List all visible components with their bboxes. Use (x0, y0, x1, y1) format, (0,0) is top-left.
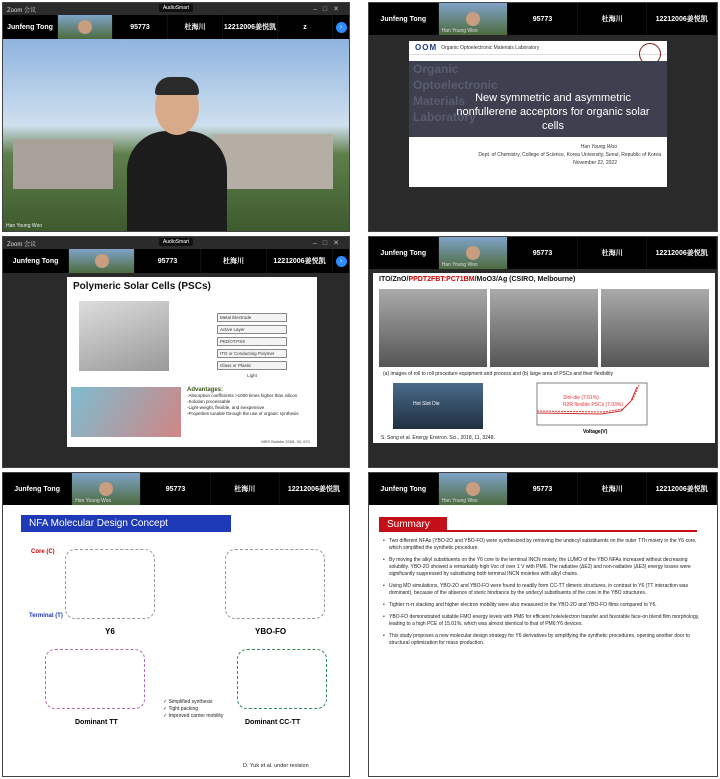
participant-name: 杜海川 (601, 16, 623, 23)
background-word: Optoelectronic (413, 78, 498, 92)
benefit-item: ✓ Improved carrier mobility (163, 713, 224, 719)
participant-name: 12212006姜悦凯 (223, 24, 277, 31)
participant-name: 12212006姜悦凯 (287, 486, 340, 493)
participant-tile[interactable] (280, 473, 349, 505)
participant-tile[interactable] (223, 15, 278, 39)
participant-name: 杜海川 (184, 24, 206, 31)
terminal-label: Terminal (T) (29, 613, 63, 619)
participant-name: Junfeng Tong (7, 23, 53, 31)
participant-name: 杜海川 (601, 486, 623, 493)
participant-tile[interactable] (647, 473, 717, 505)
dominant-tt-label: Dominant TT (75, 719, 118, 726)
shared-screen (369, 505, 717, 776)
zoom-window-6 (368, 472, 718, 777)
reference: S. Song et al. Energy Environ. Sci., 2018, 11, 3248. (381, 435, 495, 441)
participant-tile[interactable] (508, 237, 578, 269)
shared-screen (3, 273, 349, 467)
ybofo-label: YBO-FO (255, 627, 287, 636)
advantages-title: Advantages: (187, 387, 224, 393)
participant-name: 95773 (157, 257, 178, 265)
participant-tile[interactable] (3, 473, 72, 505)
slide-title: NFA Molecular Design Concept (21, 515, 231, 532)
participant-tile[interactable] (647, 237, 717, 269)
participant-name: 95773 (130, 23, 150, 31)
participant-tile[interactable] (578, 237, 648, 269)
summary-item: • YBO-FO demonstrated suitable FMO energy levels with PM6 for efficient hole/electron transfer and favorable face-on blend film morphology, leading to a high PCE of 15.01%, which was almost identical to that of PM6:Y6 devices. (383, 614, 707, 628)
title-highlight: PPDT2FBT:PC71BM (408, 276, 475, 283)
window-title: Zoom 会议 (7, 7, 37, 14)
participant-name: Han Young Woo (441, 262, 478, 268)
participant-strip (369, 3, 717, 35)
lab-name: Organic Optoelectronic Materials Laboratory (441, 44, 540, 51)
slot-die-label: Hot Slot Die (413, 401, 440, 407)
speaker-hair (155, 77, 199, 95)
device-schematic (79, 301, 169, 371)
avatar (95, 254, 109, 268)
participant-video-tile[interactable] (439, 3, 509, 35)
avatar (466, 12, 480, 26)
r2r-slide (373, 273, 715, 443)
lab-logo: OOM (415, 43, 438, 52)
participant-video-tile[interactable] (439, 237, 509, 269)
participant-tile[interactable] (3, 15, 58, 39)
participant-strip (3, 473, 349, 505)
participant-tile[interactable] (141, 473, 210, 505)
summary-item: • Two different NFAs (YBO-2O and YBO-FO) were synthesized by removing the undecyl substituents on the outer TTh moiety in the Y6 core, which simplified the synthetic procedure. (383, 538, 707, 552)
participant-name: 12212006姜悦凯 (655, 486, 708, 493)
speaker-video (3, 39, 349, 231)
light-label: Light (247, 373, 257, 378)
talk-date: November 22, 2022 (573, 160, 617, 166)
slide-title: Summary (379, 517, 447, 532)
benefit-item: ✓ Simplified synthesis (163, 699, 213, 705)
participant-name: 95773 (532, 485, 553, 493)
psc-slide (67, 277, 317, 447)
avatar (99, 482, 113, 496)
x-axis-label: Voltage(V) (583, 429, 608, 435)
participant-tile[interactable] (135, 249, 201, 273)
title-part: ITO/ZnO/ (379, 276, 409, 283)
legend-r2r: R2R flexible PSCs (7.03%) (563, 402, 624, 408)
avatar (466, 482, 480, 496)
advantage-item: -Properties tunable through the use of organic synthesis (187, 411, 299, 416)
participant-tile[interactable] (369, 473, 439, 505)
participant-video-tile[interactable] (72, 473, 141, 505)
participant-tile[interactable] (578, 473, 648, 505)
summary-item: • Tighter π-π stacking and higher electron mobility were also measured in the YBO-2O and YBO-FO films compared to Y6. (383, 602, 707, 609)
advantage-item: -Absorption coefficients >1000 times higher than silicon (187, 393, 298, 398)
background-word: Organic (413, 62, 459, 76)
benefit-item: ✓ Tight packing (163, 706, 199, 712)
nfa-slide (5, 509, 345, 771)
participant-name: z (303, 23, 307, 31)
title-slide (409, 41, 667, 187)
building (213, 134, 333, 189)
author-name: Han Young Woo (580, 144, 617, 150)
title-band (409, 61, 667, 137)
zoom-window-5 (2, 472, 350, 777)
participant-name: 12212006姜悦凯 (655, 250, 708, 257)
speaker-person (127, 79, 227, 229)
summary-item: • By moving the alkyl substituents on the Y6 core to the terminal INCN moiety, the LUMO of the YBO NFAs increased without decreasing solubility. YBO-2O showed a remarkably high Voc of over 1 V with PM6. The radiative (ΔE2) and non-radiative (ΔE3) energy losses were significantly suppressed by substituting both terminal INCN moieties with alkyl chains. (383, 557, 707, 578)
summary-item: • This study proposes a new molecular design strategy for Y6 derivatives by simplifying the synthetic procedures, opening another door to structural optimization for mass production. (383, 633, 707, 647)
next-page-button[interactable] (333, 15, 349, 39)
participant-strip (3, 15, 349, 39)
audio-badge: AudioSmart (159, 238, 193, 246)
participant-name: Junfeng Tong (380, 485, 427, 493)
participant-name: Han Young Woo (441, 498, 478, 504)
slide-title: Polymeric Solar Cells (PSCs) (73, 281, 211, 292)
ybofo-structure (225, 549, 325, 619)
summary-list (373, 532, 715, 647)
building (13, 139, 113, 189)
participant-video-tile[interactable] (58, 15, 113, 39)
jv-curve-plot (523, 381, 683, 435)
zoom-window-3 (2, 236, 350, 468)
photo (601, 289, 709, 367)
participant-name: 12212006姜悦凯 (655, 16, 708, 23)
layer-label: Active Layer (217, 325, 287, 334)
participant-name: Junfeng Tong (380, 15, 427, 23)
author-affiliation: Dept. of Chemistry, College of Science, Korea University, Seoul, Republic of Korea (478, 152, 661, 158)
y6-label: Y6 (105, 627, 115, 636)
participant-tile[interactable] (369, 237, 439, 269)
author-block (409, 143, 661, 167)
participant-video-tile[interactable] (439, 473, 509, 505)
participant-tile[interactable] (508, 473, 578, 505)
participant-name: 杜海川 (234, 486, 256, 493)
summary-item: • Using MD simulations, YBO-2O and YBO-FO were found to readily form CC-TT dimeric structures, in contrast to Y6 (TT interaction was dominant), because of the absence of steric hindrance by the undecyl substituents of the core in the YBO structures. (383, 583, 707, 597)
slot-die-illustration (393, 383, 483, 429)
cctt-dimer-structure (237, 649, 327, 709)
participant-tile[interactable] (201, 249, 267, 273)
background-word: Laboratory (413, 110, 476, 124)
slide-title: New symmetric and asymmetric nonfullerene acceptors for organic solar cells (456, 92, 650, 132)
participant-tile[interactable] (267, 249, 333, 273)
participant-name: Junfeng Tong (380, 249, 427, 257)
layer-stack (217, 313, 287, 378)
participant-name: 95773 (165, 485, 186, 493)
advantage-item: -Solution processable (187, 399, 231, 404)
avatar (78, 20, 92, 34)
participant-strip (3, 249, 349, 273)
participant-tile[interactable] (211, 473, 280, 505)
equipment-photos (379, 289, 709, 367)
participant-name: 杜海川 (601, 250, 623, 257)
zoom-window-4 (368, 236, 718, 468)
figure-caption: (a) images of roll to roll procedure equipment and process and (b) large area of PSCs and their flexibility (383, 371, 614, 377)
layer-label: ITO or Conducting Polymer (217, 349, 287, 358)
flexible-cell-photo (71, 387, 181, 437)
participant-video-tile[interactable] (69, 249, 135, 273)
participant-name: 杜海川 (223, 258, 244, 265)
chevron-right-icon: › (336, 256, 347, 267)
slide-header (409, 41, 667, 55)
audio-badge: AudioSmart (159, 4, 193, 12)
participant-name: 95773 (532, 15, 553, 23)
participant-tile[interactable] (3, 249, 69, 273)
layer-label: Glass or Plastic (217, 361, 287, 370)
photo (490, 289, 598, 367)
window-controls[interactable]: –□✕ (313, 6, 345, 13)
zoom-window-2 (368, 2, 718, 232)
participant-strip (369, 473, 717, 505)
window-title: Zoom 会议 (7, 241, 37, 248)
tt-dimer-structure (45, 649, 145, 709)
participant-tile[interactable] (578, 3, 648, 35)
slide-title (373, 273, 715, 286)
speaker-name-label: Han Young Woo (6, 223, 43, 229)
source-citation: MRS Bulletin 2008, 33, 670. (261, 439, 311, 444)
window-controls[interactable]: –□✕ (313, 240, 345, 247)
participant-tile[interactable] (168, 15, 223, 39)
participant-name: 95773 (532, 249, 553, 257)
core-label: Core (C) (31, 549, 55, 555)
participant-tile[interactable] (278, 15, 333, 39)
legend-slot-die: Slot-die (7.61%) (563, 395, 599, 401)
background-word: Materials (413, 94, 466, 108)
benefits-list (163, 699, 223, 720)
shared-screen (369, 35, 717, 231)
participant-strip (369, 237, 717, 269)
participant-name: 12212006姜悦凯 (273, 258, 326, 265)
participant-name: Junfeng Tong (14, 485, 60, 493)
dominant-cctt-label: Dominant CC-TT (245, 719, 301, 726)
next-page-button[interactable] (333, 249, 349, 273)
summary-slide (373, 509, 715, 773)
participant-name: Han Young Woo (75, 498, 112, 504)
chevron-right-icon: › (336, 22, 347, 33)
participant-tile[interactable] (369, 3, 439, 35)
participant-name: Han Young Woo (441, 28, 478, 34)
title-part: /MoO3/Ag (CSIRO, Melbourne) (474, 276, 576, 283)
shared-screen (369, 269, 717, 467)
participant-tile[interactable] (508, 3, 578, 35)
avatar (466, 246, 480, 260)
shared-screen (3, 505, 349, 776)
zoom-window-1 (2, 2, 350, 232)
speaker-body (127, 131, 227, 231)
photo (379, 289, 487, 367)
advantages-list (187, 387, 307, 417)
y6-structure (65, 549, 155, 619)
layer-label: Metal Electrode (217, 313, 287, 322)
participant-tile[interactable] (647, 3, 717, 35)
layer-label: PEDOT:PSS (217, 337, 287, 346)
reference: D. Yuk et al. under revision (243, 763, 309, 769)
participant-name: Junfeng Tong (12, 257, 59, 265)
participant-tile[interactable] (113, 15, 168, 39)
advantage-item: -Light-weight, flexible, and inexpensive (187, 405, 265, 410)
